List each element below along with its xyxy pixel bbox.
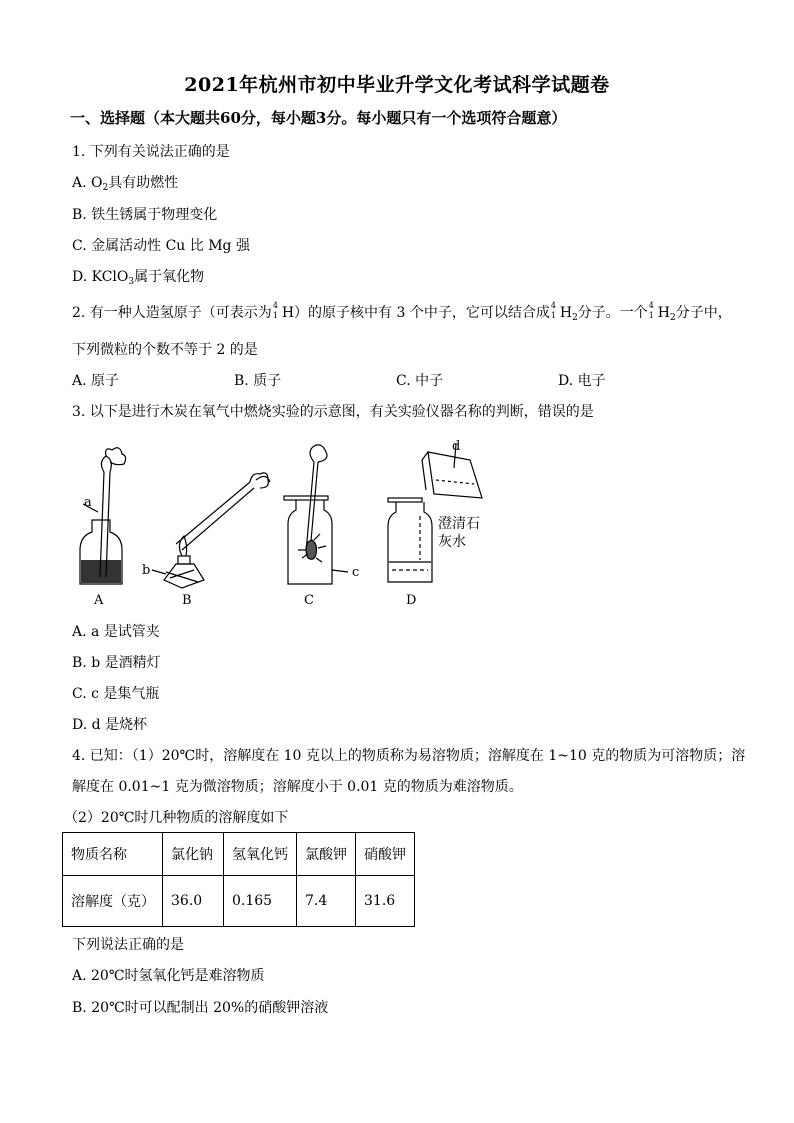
- q3-option-c: C. c 是集气瓶: [72, 686, 160, 702]
- page-title: 2021年杭州市初中毕业升学文化考试科学试题卷: [184, 74, 610, 96]
- table-header-cell: 氯酸钾: [297, 833, 356, 876]
- q1-stem: 1. 下列有关说法正确的是: [72, 144, 230, 160]
- q2-stem-line2: 下列微粒的个数不等于 2 的是: [72, 342, 258, 358]
- table-row: [63, 876, 415, 927]
- label-b: b: [142, 563, 151, 578]
- q2-option-b: B. 质子: [234, 373, 282, 389]
- table-cell: 7.4: [297, 876, 356, 927]
- q3-option-d: D. d 是烧杯: [72, 717, 148, 733]
- caption-d: D: [406, 593, 417, 608]
- q2-option-c: C. 中子: [396, 373, 444, 389]
- isotope-notation: 4 1: [272, 301, 278, 320]
- q1-option-c: C. 金属活动性 Cu 比 Mg 强: [72, 238, 250, 254]
- table-cell: 36.0: [163, 876, 224, 927]
- q1-option-b: B. 铁生锈属于物理变化: [72, 207, 218, 223]
- q4-option-a: A. 20℃时氢氧化钙是难溶物质: [72, 968, 265, 984]
- q2-option-d: D. 电子: [558, 373, 606, 389]
- table-header-row: [63, 833, 415, 876]
- q4-stem-line3: （2）20℃时几种物质的溶解度如下: [64, 810, 289, 826]
- q4-stem-line4: 下列说法正确的是: [72, 937, 184, 953]
- q4-option-b: B. 20℃时可以配制出 20%的硝酸钾溶液: [72, 1000, 329, 1016]
- apparatus-c: [284, 445, 348, 584]
- section-heading: 一、选择题（本大题共60分，每小题3分。每小题只有一个选项符合题意）: [70, 109, 567, 127]
- table-cell: 溶解度（克）: [63, 876, 163, 927]
- q1-option-d: D. KClO$_3$属于氧化物: [72, 269, 205, 287]
- table-cell: 0.165: [224, 876, 297, 927]
- table-header-cell: 硝酸钾: [356, 833, 415, 876]
- caption-a: A: [94, 593, 104, 608]
- caption-b: B: [182, 593, 192, 608]
- q2-stem: 2. 有一种人造氢原子（可表示为 4 1 H）的原子核中有 3 个中子，它可以结合成 4 1 $H_2$分子。一个 4 1 $H_2$分子中，: [72, 301, 732, 323]
- label-d: d: [452, 439, 461, 454]
- apparatus-a: [80, 448, 126, 584]
- q4-stem-line1: 4. 已知：（1）20℃时，溶解度在 10 克以上的物质称为易溶物质；溶解度在 1~10 克的物质为可溶物质；溶: [72, 748, 746, 764]
- caption-c: C: [304, 593, 314, 608]
- q1-option-a: A. $O_2$具有助燃性: [72, 175, 179, 193]
- solubility-table: [62, 832, 415, 927]
- label-a: a: [84, 495, 92, 510]
- q3-stem: 3. 以下是进行木炭在氧气中燃烧实验的示意图，有关实验仪器名称的判断，错误的是: [72, 404, 594, 420]
- limewater-label-1: 澄清石: [438, 516, 480, 532]
- table-header-cell: 氯化钠: [163, 833, 224, 876]
- apparatus-b: [152, 473, 270, 588]
- limewater-label-2: 灰水: [438, 534, 466, 550]
- experiment-figure: [70, 432, 510, 612]
- q4-stem-line2: 解度在 0.01~1 克为微溶物质；溶解度小于 0.01 克的物质为难溶物质。: [72, 779, 523, 795]
- table-header-cell: 物质名称: [63, 833, 163, 876]
- apparatus-d: [388, 444, 482, 582]
- table-cell: 31.6: [356, 876, 415, 927]
- q3-option-a: A. a 是试管夹: [72, 624, 160, 640]
- q3-option-b: B. b 是酒精灯: [72, 655, 161, 671]
- label-c: c: [352, 565, 360, 580]
- table-header-cell: 氢氧化钙: [224, 833, 297, 876]
- q2-option-a: A. 原子: [72, 373, 120, 389]
